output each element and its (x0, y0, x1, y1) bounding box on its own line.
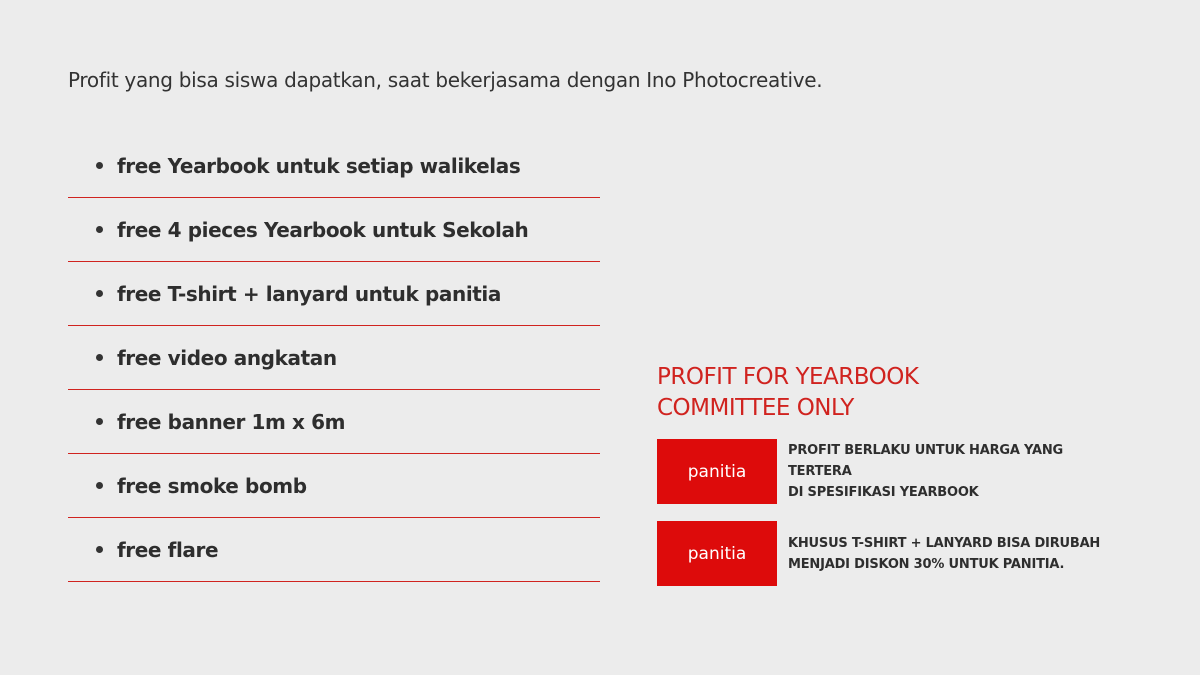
panitia-tag: panitia (657, 521, 777, 586)
committee-note (788, 440, 1128, 503)
committee-note-line: DI SPESIFIKASI YEARBOOK (788, 485, 979, 500)
panitia-tag: panitia (657, 439, 777, 504)
benefit-text: free banner 1m x 6m (117, 409, 346, 434)
list-item (68, 262, 600, 326)
committee-note-line: PROFIT BERLAKU UNTUK HARGA YANG TERTERA (788, 443, 1064, 479)
bullet-icon (96, 162, 103, 169)
bullet-icon (96, 482, 103, 489)
bullet-icon (96, 418, 103, 425)
list-item (68, 134, 600, 198)
benefit-text: free T-shirt + lanyard untuk panitia (117, 281, 501, 306)
benefit-text: free flare (117, 537, 219, 562)
list-item (68, 454, 600, 518)
bullet-icon (96, 290, 103, 297)
committee-note-line: MENJADI DISKON 30% UNTUK PANITIA. (788, 556, 1065, 572)
bullet-icon (96, 546, 103, 553)
committee-row (657, 439, 1137, 504)
benefit-text: free Yearbook untuk setiap walikelas (117, 153, 521, 178)
committee-row (657, 521, 1137, 586)
benefit-text: free smoke bomb (117, 473, 307, 498)
intro-text: Profit yang bisa siswa dapatkan, saat bekerjasama dengan Ino Photocreative. (68, 68, 823, 92)
committee-note (788, 533, 1128, 575)
bullet-icon (96, 226, 103, 233)
benefit-text: free 4 pieces Yearbook untuk Sekolah (117, 217, 529, 242)
bullet-icon (96, 354, 103, 361)
committee-note-line: KHUSUS T-SHIRT + LANYARD BISA DIRUBAH (788, 535, 1101, 551)
list-item (68, 390, 600, 454)
list-item (68, 198, 600, 262)
benefit-text: free video angkatan (117, 345, 337, 370)
benefit-list (68, 134, 600, 582)
list-item (68, 326, 600, 390)
committee-title-line: PROFIT FOR YEARBOOK (657, 364, 919, 390)
committee-title-line: COMMITTEE ONLY (657, 395, 854, 421)
committee-title (657, 362, 1057, 424)
list-item (68, 518, 600, 582)
